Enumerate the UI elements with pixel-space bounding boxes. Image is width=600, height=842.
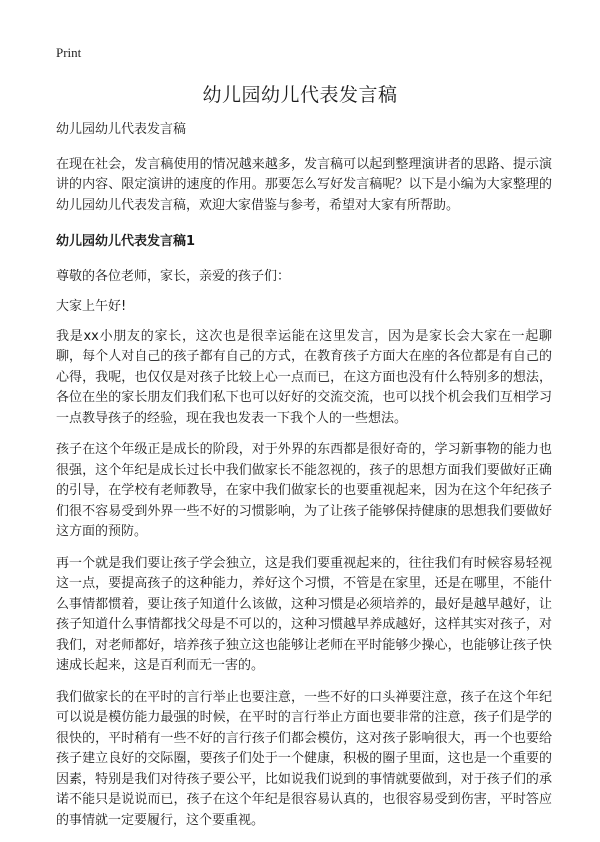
section-heading: 幼儿园幼儿代表发言稿1 — [56, 234, 196, 249]
greeting-line: 尊敬的各位老师，家长，亲爱的孩子们： — [56, 268, 291, 284]
document-body — [56, 120, 552, 842]
body-paragraph: 我是xx小朋友的家长，这次也是很幸运能在这里发言，因为是家长会大家在一起聊聊，每个人对自己的孩子都有自己的方式，在教育孩子方面大在座的各位都是有自己的心得，我呢，也仅仅是对孩子比较上心一点而已，在这方面也没有什么特别多的想法，各位在坐的家长朋友们我们私下也可以好好的交流交流，也可以找个机会我们互相学习一点教导孩子的经验，现在我也发表一下我个人的一些想法。 — [56, 328, 552, 426]
document-title: 幼儿园幼儿代表发言稿 — [202, 84, 398, 106]
hello-line: 大家上午好! — [56, 299, 127, 314]
intro-paragraph: 在现在社会，发言稿使用的情况越来越多，发言稿可以起到整理演讲者的思路、提示演讲的内容、限定演讲的速度的作用。那要怎么写好发言稿呢？以下是小编为大家整理的幼儿园幼儿代表发言稿，欢迎大家借鉴与参考，希望对大家有所帮助。 — [56, 156, 552, 213]
print-link[interactable]: Print — [56, 45, 82, 60]
body-paragraph: 我们做家长的在平时的言行举止也要注意，一些不好的口头禅要注意，孩子在这个年纪可以说是模仿能力最强的时候，在平时的言行举止方面也要非常的注意，孩子们是学的很快的，平时稍有一些不好的言行孩子们都会模仿，这对孩子影响很大，再一个也要给孩子建立良好的交际圈，要孩子们处于一个健康，积极的圈子里面，这也是一个重要的因素，特别是我们对待孩子要公平，比如说我们说到的事情就要做到，对于孩子们的承诺不能只是说说而已，孩子在这个年纪是很容易认真的，也很容易受到伤害，平时答应的事情就一定要履行，这个要重视。 — [56, 689, 552, 828]
body-paragraph: 孩子在这个年级正是成长的阶段，对于外界的东西都是很好奇的，学习新事物的能力也很强，这个年纪是成长过长中我们做家长不能忽视的，孩子的思想方面我们要做好正确的引导，在学校有老师教导，在家中我们做家长的也要重视起来，因为在这个年纪孩子们很不容易受到外界一些不好的习惯影响，为了让孩子能够保持健康的思想我们要做好这方面的预防。 — [56, 442, 552, 539]
document-subtitle: 幼儿园幼儿代表发言稿 — [56, 122, 187, 137]
body-paragraph: 再一个就是我们要让孩子学会独立，这是我们要重视起来的，往往我们有时候容易轻视这一点，要提高孩子的这种能力，养好这个习惯，不管是在家里，还是在哪里，不能什么事情都惯着，要让孩子知道什么该做，这种习惯是必须培养的，最好是越早越好，让孩子知道什么事情都找父母是不可以的，这种习惯越早养成越好，这样其实对孩子，对我们，对老师都好，培养孩子独立这也能够让老师在平时能够少操心，也能够让孩子快速成长起来，这是百利而无一害的。 — [56, 555, 552, 673]
